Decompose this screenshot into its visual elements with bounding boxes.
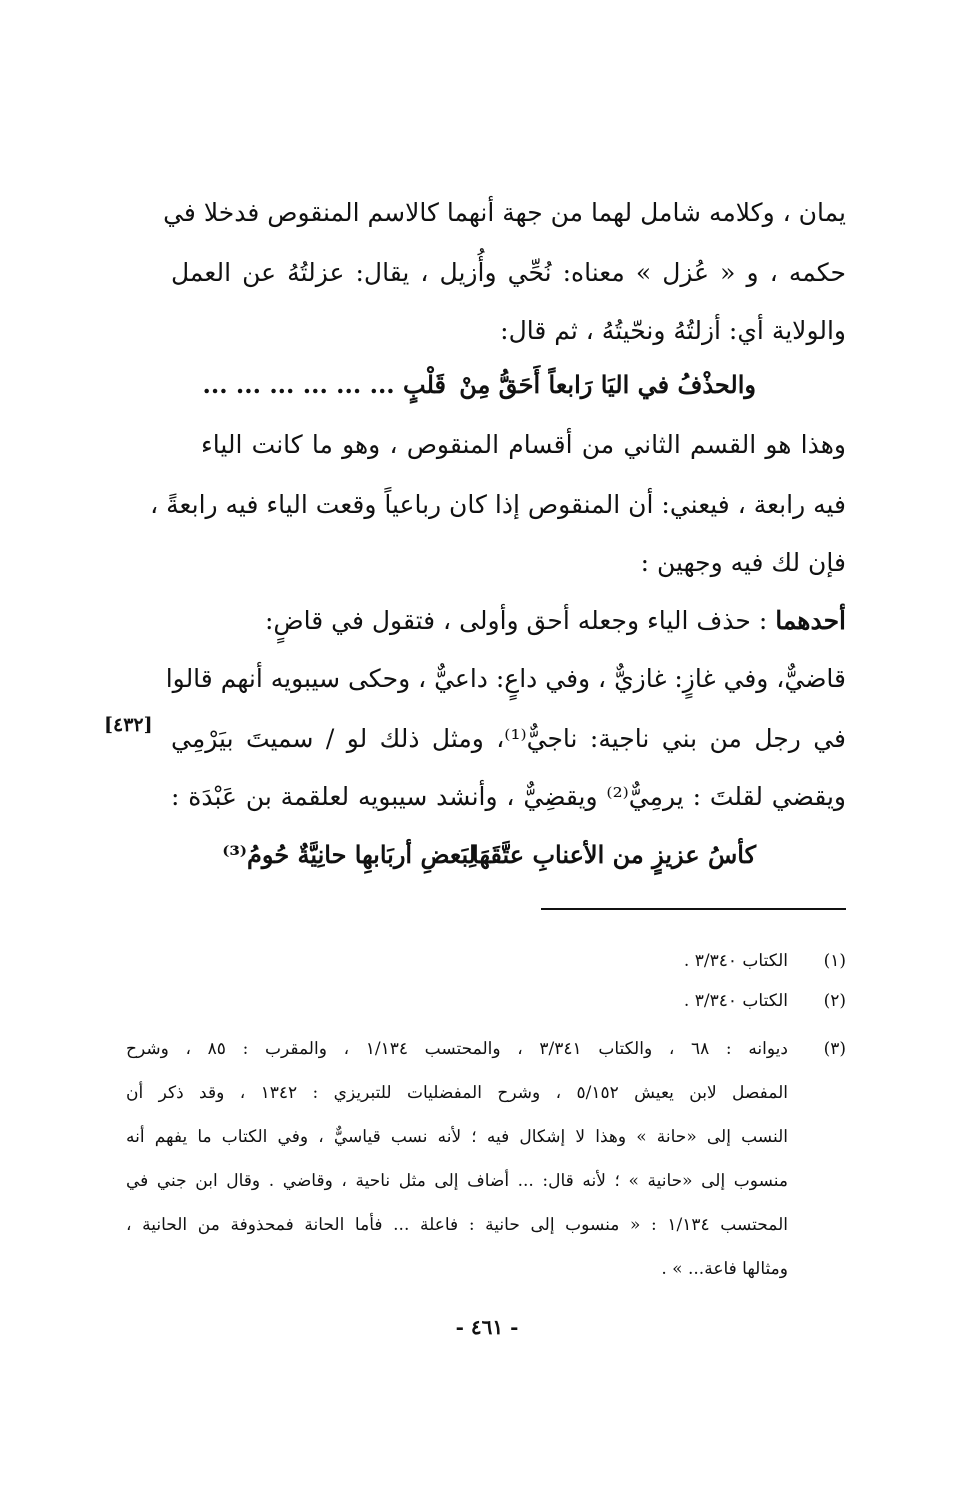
footnote-text: الكتاب ٣/٣٤٠ . xyxy=(683,991,788,1011)
footnote-3-line-5 xyxy=(126,1206,846,1244)
text-line-1: يمان ، وكلامه شامل لهما من جهة أنهما كالاسم المنقوص فدخلا في xyxy=(163,198,846,227)
page-number: - ٤٦١ - xyxy=(455,1315,519,1339)
text-line-7-rest: : حذف الياء وجعله أحق وأولى ، فتقول في قاضٍ: xyxy=(264,606,768,635)
text-line-7 xyxy=(171,596,846,646)
footnote-3-line-3 xyxy=(126,1118,846,1156)
footnote-separator xyxy=(541,908,846,910)
verse-1-first-hemistich: والحذْفُ في اليَا رَابعاً أَحَقُّ مِنْ xyxy=(459,370,756,399)
verse-1-second-hemistich: قَلْبٍ ... ... ... ... ... ... xyxy=(202,370,446,399)
verse-1 xyxy=(171,360,846,410)
text-line-8: قاضيٌّ، وفي غازٍ: غازيٌّ ، وفي داعٍ: داعيٌّ ، وحكى سيبويه أنهم قالوا xyxy=(165,664,846,693)
footnote-text-line: النسب إلى «حانة » وهذا لا إشكال فيه ؛ لأنه نسب قياسيٌّ ، وفي الكتاب ما يفهم أنه xyxy=(126,1127,788,1147)
footnote-1 xyxy=(126,942,846,980)
margin-page-reference: [٤٣٢] xyxy=(104,714,153,736)
text-line-3: والولاية أي: أزلتُهُ ونحّيتُهُ ، ثم قال: xyxy=(500,316,846,345)
footnote-number: (١) xyxy=(823,951,846,971)
footnote-3 xyxy=(126,1030,846,1068)
footnote-text-line: المحتسب ١/١٣٤ : « منسوب إلى حانية : فاعلة ... فأما الحانة فمحذوفة من الحانية ، xyxy=(126,1215,788,1235)
footnote-2 xyxy=(126,982,846,1020)
footnote-3-line-2 xyxy=(126,1074,846,1112)
verse-2-first-hemistich: كأسُ عزيزٍ من الأعنابِ عتَّقَهَا xyxy=(472,840,756,869)
footnote-text-line: ومثالها فاعة... » . xyxy=(661,1259,788,1279)
verse-2 xyxy=(171,830,846,880)
footnote-text-line: منسوب إلى «حانية » ؛ لأنه قال: ... أضاف إلى مثل ناحية ، وقاضي . وقال ابن جني في xyxy=(126,1171,788,1191)
text-line-10: ويقضي لقلتَ : يرمِيٌّ⁽²⁾ ويقضِيٌّ ، وأنشد سيبويه لعلقمة بن عَبْدَة : xyxy=(171,782,847,811)
verse-2-second-hemistich: لِبَعضِ أربَابهِا حانِيَّةٌ حُومُ⁽³⁾ xyxy=(222,840,476,869)
text-line-5: فيه رابعة ، فيعني: أن المنقوص إذا كان رباعياً وقعت الياء فيه رابعةً ، xyxy=(150,490,846,519)
text-line-2: حكمه ، و « عُزل » معناه: نُحِّي وأُزيل ، يقال: عزلتُهُ عن العمل xyxy=(171,258,846,287)
footnote-3-line-6 xyxy=(126,1250,846,1288)
footnote-text-line: ديوانه : ٦٨ ، والكتاب ٣/٣٤١ ، والمحتسب ١/١٣٤ ، والمقرب : ٨٥ ، وشرح xyxy=(126,1039,788,1059)
text-line-4: وهذا هو القسم الثاني من أقسام المنقوص ، وهو ما كانت الياء xyxy=(201,430,846,459)
footnote-text-line: المفصل لابن يعيش ٥/١٥٢ ، وشرح المفضليات للتبريزي : ١٣٤٢ ، وقد ذكر أن xyxy=(126,1083,788,1103)
text-line-9: في رجل من بني ناجية: ناجيٌّ⁽¹⁾، ومثل ذلك لو / سميتَ بيَرْمِي xyxy=(171,724,846,753)
ahaduhuma-label: أحدهما xyxy=(775,606,846,635)
footnote-text: الكتاب ٣/٣٤٠ . xyxy=(683,951,788,971)
footnote-number: (٢) xyxy=(823,991,846,1011)
footnote-number: (٣) xyxy=(823,1039,846,1059)
text-line-6: فإن لك فيه وجهين : xyxy=(640,548,846,577)
footnote-3-line-4 xyxy=(126,1162,846,1200)
